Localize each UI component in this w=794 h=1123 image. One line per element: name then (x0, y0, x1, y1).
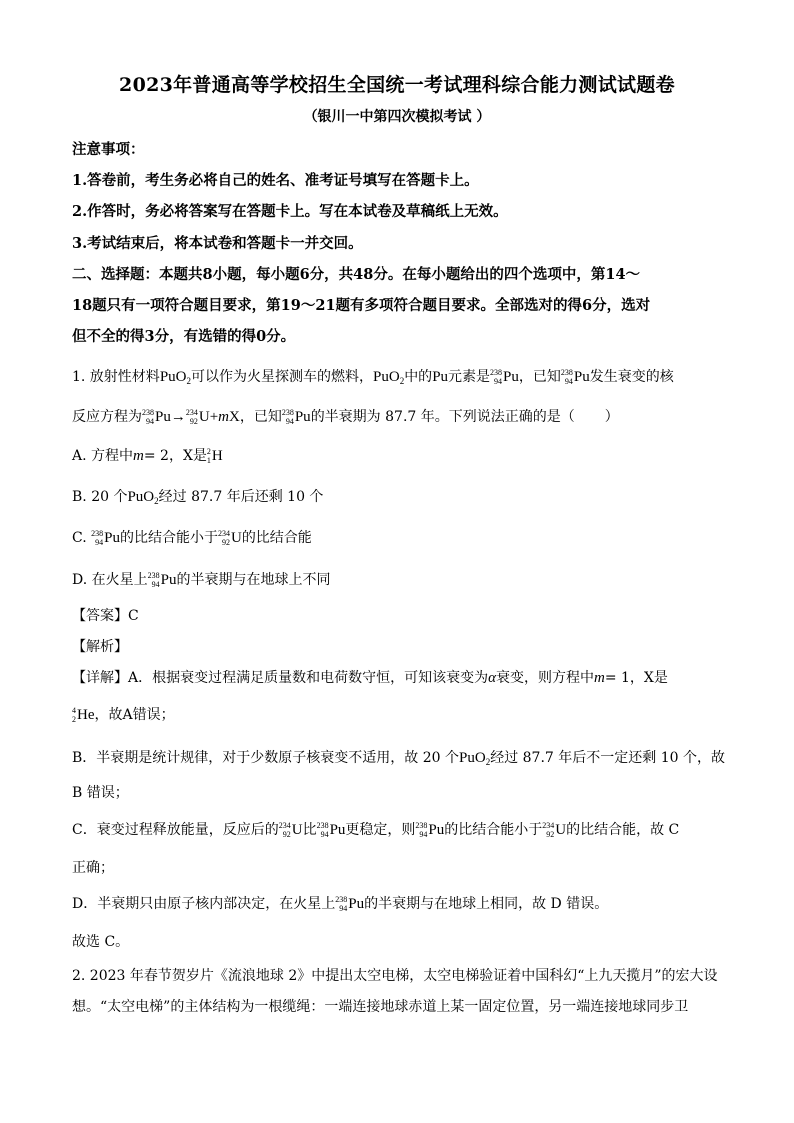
q2-stem-line2: 想。“太空电梯”的主体结构为一根缆绳：一端连接地球赤道上某一固定位置，另一端连接地球同步卫 (72, 999, 689, 1015)
q1-option-b: B. 20 个PuO$_2$经过 87.7 年后还剩 10 个 (72, 489, 324, 506)
q1-detail-c-line2: 正确； (72, 860, 114, 876)
section-instructions-1: 二、选择题：本题共8小题，每小题6分，共48分。在每小题给出的四个选项中，第14～ (72, 266, 641, 283)
q1-option-c: C. 238 94 Pu的比结合能小于 234 92 U的比结合能 (72, 529, 312, 547)
nuclide-pu238: 238 94 Pu (142, 408, 171, 426)
q1-text: 可以作为火星探测车的燃料， (191, 369, 373, 385)
nuclide-u234: 234 92 U (185, 408, 210, 426)
q1-text: 反应方程为 (72, 409, 142, 425)
q1-stem-line2 (72, 407, 722, 427)
q1-analysis-heading: 【解析】 (72, 639, 128, 655)
reaction-arrow: → (170, 409, 186, 425)
q1-text: ，已知 (239, 409, 282, 425)
q1-choice: 故选 C。 (72, 934, 130, 950)
q1-text: 的半衰期为 87.7 年。下列说法正确的是（ (310, 409, 575, 425)
plus-sign: + (209, 409, 219, 425)
notes-heading: 注意事项： (72, 141, 145, 158)
exam-subtitle: （银川一中第四次模拟考试 ） (303, 109, 491, 125)
symbol-x: X (229, 409, 240, 425)
q1-detail-d: D．半衰期只由原子核内部决定，在火星上 238 94 Pu的半衰期与在地球上相同，故 D 错误。 (72, 895, 609, 913)
formula-puo2: PuO$_2$ (159, 369, 191, 386)
q1-text: 1. 放射性材料 (72, 369, 160, 385)
q1-detail-b-line2: B 错误； (72, 785, 129, 801)
q1-option-d: D. 在火星上 238 94 Pu的半衰期与在地球上不同 (72, 571, 331, 589)
section-instructions-3: 但不全的得3分，有选错的得0分。 (72, 328, 296, 345)
nuclide-pu238: 238 94 Pu (560, 368, 590, 386)
note-item-3: 3.考试结束后，将本试卷和答题卡一并交回。 (72, 235, 363, 252)
q2-stem-line1: 2. 2023 年春节贺岁片《流浪地球 2》中提出太空电梯，太空电梯验证着中国科幻“上九天揽月”的宏大设 (72, 968, 718, 984)
q1-text: 发生衰变的核 (589, 369, 674, 385)
note-item-2: 2.作答时，务必将答案写在答题卡上。写在本试卷及草稿纸上无效。 (72, 203, 508, 220)
variable-m: m (218, 409, 229, 425)
q1-option-a: A. 方程中m= 2，X是 2 1 H (72, 447, 223, 465)
q1-detail-b-line1: B．半衰期是统计规律，对于少数原子核衰变不适用，故 20 个PuO$_2$经过 87.7 年后不一定还剩 10 个，故 (72, 750, 725, 767)
q1-text: 中的 (404, 369, 433, 385)
q1-detail-c-line1: C．衰变过程释放能量，反应后的 234 92 U比 238 94 Pu更稳定，则 238 94 Pu的比结合能小于 234 92 U的比结合能，故 C (72, 821, 680, 839)
q1-detail-a-line1: 【详解】A．根据衰变过程满足质量数和电荷数守恒，可知该衰变为α衰变，则方程中m= 1，X是 (72, 670, 668, 686)
q1-text: ，已知 (518, 369, 561, 385)
q1-text: 元素是 (448, 369, 491, 385)
note-item-1: 1.答卷前，考生务必将自己的姓名、准考证号填写在答题卡上。 (72, 172, 479, 189)
q1-detail-a-line2: 4 2 He，故A错误； (72, 706, 175, 724)
q1-stem-line1 (72, 367, 722, 391)
section-instructions-2: 18题只有一项符合题目要求，第19～21题有多项符合题目要求。全部选对的得6分，选对 (72, 297, 651, 314)
q1-text: ） (604, 409, 619, 425)
formula-puo2: PuO$_2$ (373, 369, 405, 386)
exam-title: 2023年普通高等学校招生全国统一考试理科综合能力测试试题卷 (119, 74, 675, 96)
symbol-pu: Pu (432, 369, 449, 385)
nuclide-pu238: 238 94 Pu (281, 408, 311, 426)
nuclide-pu238: 238 94 Pu (490, 368, 519, 386)
q1-answer: 【答案】C (72, 608, 139, 624)
